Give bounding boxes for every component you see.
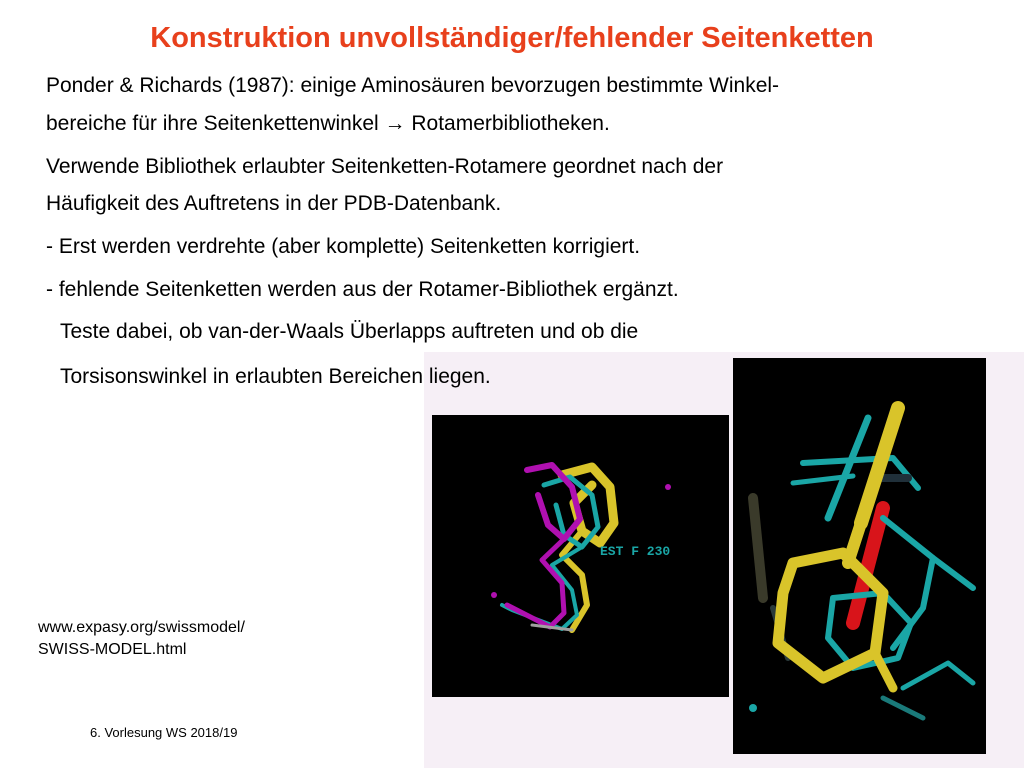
text-line-8: Torsisonswinkel in erlaubten Bereichen liegen.: [60, 365, 491, 388]
text-line-4: Häufigkeit des Auftretens in der PDB-Datenbank.: [46, 192, 502, 215]
text-line-2: bereiche für ihre Seitenkettenwinkel → Rotamerbibliotheken.: [46, 112, 610, 135]
text-line-5: - Erst werden verdrehte (aber komplette) Seitenketten korrigiert.: [46, 235, 641, 258]
slide-title: Konstruktion unvollständiger/fehlender Seitenketten: [150, 22, 874, 54]
molecule-image-right: [733, 358, 986, 754]
image-residue-label: EST F 230: [600, 544, 671, 559]
molecule-image-left: [432, 415, 729, 697]
reference-url[interactable]: [38, 617, 245, 661]
url-line-2[interactable]: SWISS-MODEL.html: [38, 641, 187, 658]
text-line-3: Verwende Bibliothek erlaubter Seitenketten-Rotamere geordnet nach der: [46, 155, 724, 178]
slide-footer: 6. Vorlesung WS 2018/19: [90, 725, 238, 740]
text-line-7: Teste dabei, ob van-der-Waals Überlapps auftreten und ob die: [60, 320, 639, 343]
text-line-1: Ponder & Richards (1987): einige Aminosäuren bevorzugen bestimmte Winkel-: [46, 74, 780, 97]
text-line-6: - fehlende Seitenketten werden aus der Rotamer-Bibliothek ergänzt.: [46, 278, 679, 301]
url-line-1[interactable]: www.expasy.org/swissmodel/: [38, 619, 245, 636]
